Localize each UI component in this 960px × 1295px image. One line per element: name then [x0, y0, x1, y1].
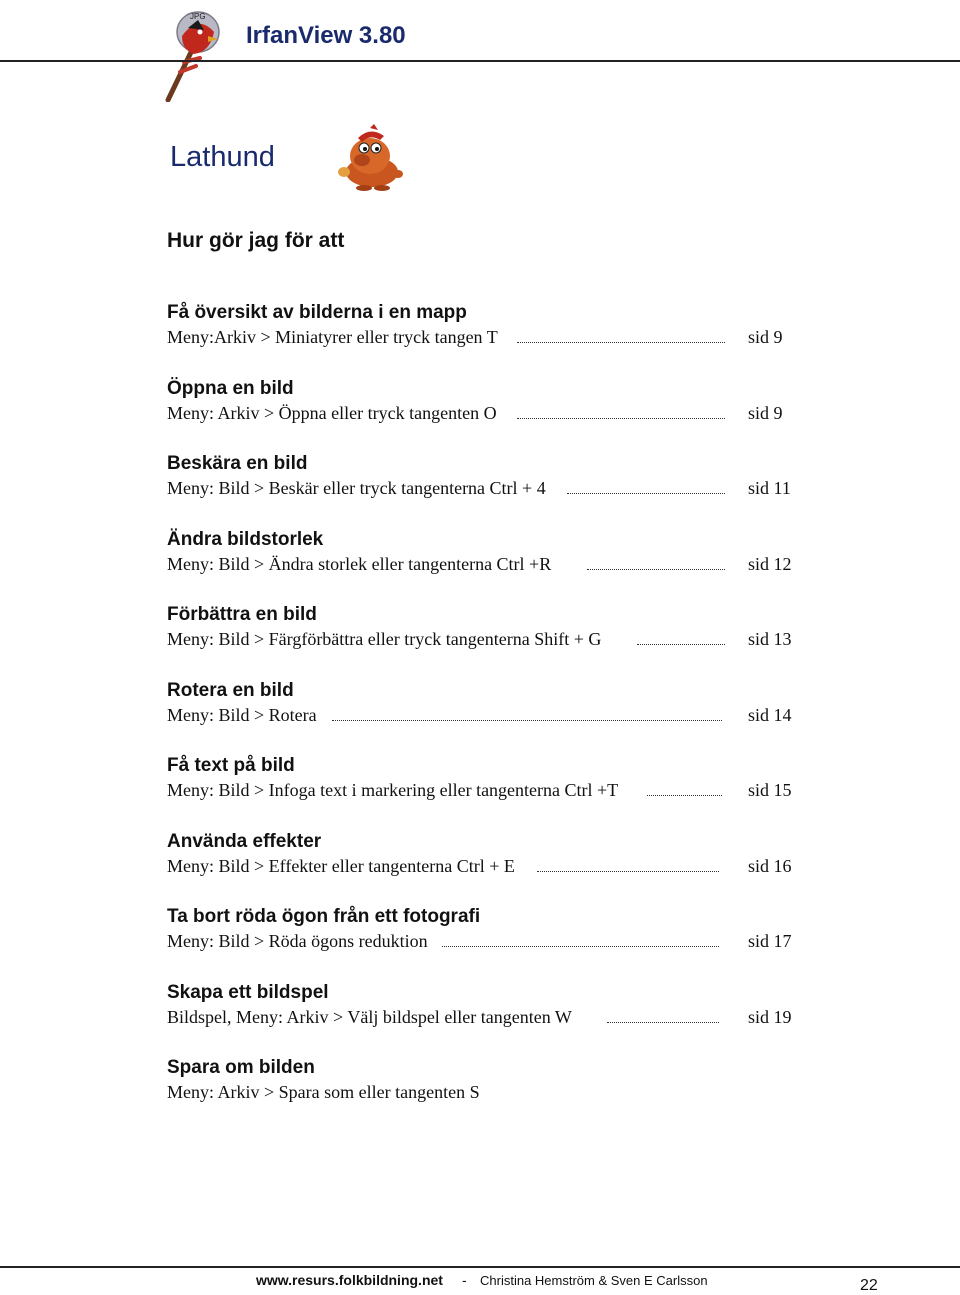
page-reference: sid 12: [748, 553, 792, 574]
dot-leader: [607, 1005, 719, 1023]
toc-entry: [167, 830, 807, 906]
entry-instruction: Meny: Arkiv > Öppna eller tryck tangenten O: [167, 402, 497, 423]
entry-instruction: Meny: Arkiv > Spara som eller tangenten S: [167, 1082, 480, 1102]
entry-title: Ändra bildstorlek: [167, 528, 324, 550]
entry-instruction: Meny: Bild > Röda ögons reduktion: [167, 931, 428, 951]
entry-title: Spara om bilden: [167, 1057, 315, 1078]
page-reference: sid 15: [748, 780, 792, 800]
toc-entry: [167, 452, 807, 528]
page-reference: sid 14: [748, 704, 792, 725]
entry-title: Skapa ett bildspel: [167, 981, 329, 1003]
dot-leader: [537, 854, 719, 872]
page-reference: sid 16: [748, 855, 792, 876]
toc-entry: [167, 679, 807, 755]
irfanview-cardinal-logo-icon: [160, 6, 230, 102]
dot-leader: [647, 778, 722, 796]
toc-entry: [167, 905, 807, 981]
entry-title: Öppna en bild: [167, 377, 294, 399]
dot-leader: [442, 929, 719, 947]
dot-leader: [332, 703, 722, 721]
dot-leader: [637, 627, 725, 645]
entry-instruction: Meny: Bild > Beskär eller tryck tangenterna Ctrl + 4: [167, 478, 546, 498]
entry-instruction: Meny: Bild > Färgförbättra eller tryck tangenterna Shift + G: [167, 629, 602, 649]
page-reference: sid 17: [748, 931, 792, 951]
toc-entry: [167, 981, 807, 1057]
toc-list: [167, 301, 807, 1132]
page-reference: sid 9: [748, 327, 783, 347]
page-reference: sid 19: [748, 1006, 792, 1027]
page-reference: sid 11: [748, 478, 791, 498]
entry-instruction: Meny:Arkiv > Miniatyrer eller tryck tangen T: [167, 327, 498, 347]
dot-leader: [517, 325, 725, 343]
entry-title: Rotera en bild: [167, 679, 294, 701]
entry-instruction: Bildspel, Meny: Arkiv > Välj bildspel eller tangenten W: [167, 1006, 572, 1027]
footer-website: www.resurs.folkbildning.net: [256, 1272, 443, 1288]
entry-title: Ta bort röda ögon från ett fotografi: [167, 906, 481, 927]
entry-instruction: Meny: Bild > Ändra storlek eller tangenterna Ctrl +R: [167, 553, 552, 574]
logo-text: JPG: [190, 12, 206, 21]
toc-entry: [167, 754, 807, 830]
entry-title: Beskära en bild: [167, 453, 308, 474]
entry-title: Få översikt av bilderna i en mapp: [167, 302, 467, 323]
subtitle: Hur gör jag för att: [167, 229, 345, 252]
dot-leader: [517, 401, 725, 419]
dot-leader: [587, 552, 725, 570]
entry-instruction: Meny: Bild > Rotera: [167, 704, 317, 725]
entry-title: Få text på bild: [167, 755, 295, 776]
entry-instruction: Meny: Bild > Infoga text i markering eller tangenterna Ctrl +T: [167, 780, 619, 800]
entry-instruction: Meny: Bild > Effekter eller tangenterna Ctrl + E: [167, 855, 515, 876]
toc-entry: [167, 528, 807, 604]
toc-entry: [167, 1056, 807, 1132]
entry-title: Använda effekter: [167, 830, 322, 852]
toc-entry: [167, 301, 807, 377]
footer-authors: Christina Hemström & Sven E Carlsson: [480, 1273, 708, 1288]
toc-entry: [167, 377, 807, 453]
entry-title: Förbättra en bild: [167, 604, 317, 625]
footer-separator: -: [462, 1272, 467, 1288]
cartoon-mascot-icon: [334, 124, 408, 194]
dot-leader: [567, 476, 725, 494]
app-title: IrfanView 3.80: [246, 22, 406, 49]
page-reference: sid 13: [748, 629, 792, 649]
footer-divider: [0, 1266, 960, 1268]
page-heading: Lathund: [170, 141, 275, 173]
page-number: 22: [860, 1277, 878, 1294]
toc-entry: [167, 603, 807, 679]
page-reference: sid 9: [748, 402, 783, 423]
header-divider: [0, 60, 960, 62]
